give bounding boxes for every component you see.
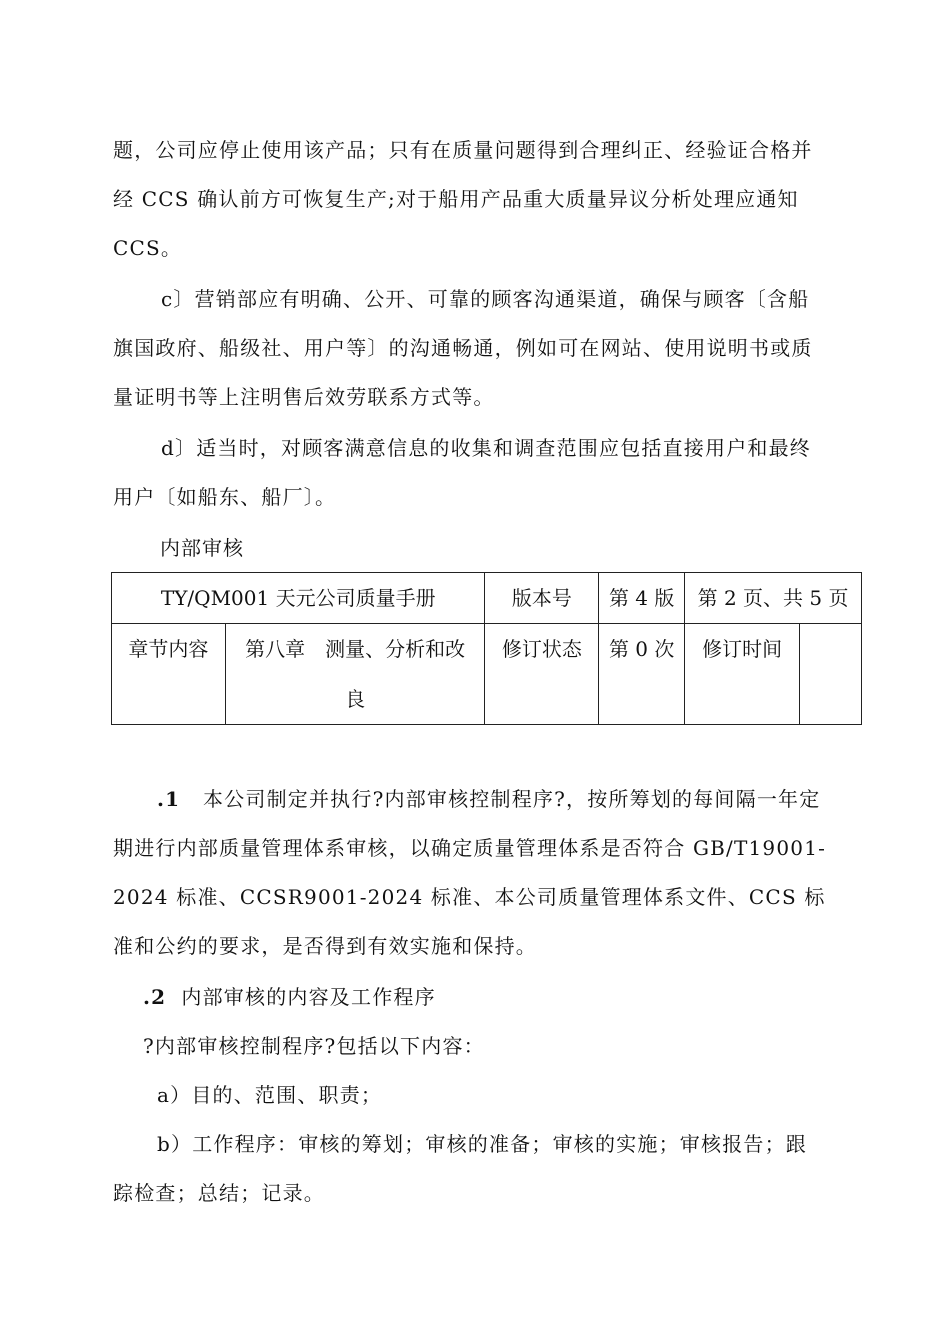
text-span: 本公司制定并执行?内部审核控制程序?，按所筹划的每间隔一年定 [202,787,821,811]
text-line: 踪检查；总结；记录。 [113,1181,325,1205]
page-info-cell: 第 2 页、共 5 页 [685,573,862,624]
section-2-title-line [113,973,863,1022]
revision-time-value-cell [800,624,862,725]
text-line: 量证明书等上注明售后效劳联系方式等。 [113,385,495,409]
section-2 [113,973,863,1218]
text-line [113,775,863,824]
list-item-a: a）目的、范围、职责； [157,1083,383,1107]
version-label-cell: 版本号 [485,573,599,624]
table-row [112,624,862,725]
chapter-value-line: 第八章 测量、分析和改 [245,637,466,661]
paragraph-item-c [113,275,863,422]
chapter-label-cell: 章节内容 [112,624,226,725]
text-line: 准和公约的要求，是否得到有效实施和保持。 [113,934,537,958]
paragraph-continuation [113,126,863,273]
document-header-table [111,572,862,725]
text-line: 题，公司应停止使用该产品；只有在质量问题得到合理纠正、经验证合格并 [113,138,813,162]
section-number: .2 [143,985,167,1009]
text-line: 旗国政府、船级社、用户等〕的沟通畅通，例如可在网站、使用说明书或质 [113,336,813,360]
version-value-cell: 第 4 版 [599,573,685,624]
chapter-value-cell [225,624,485,725]
chapter-value-line: 良 [345,687,366,711]
paragraph-item-d [113,424,863,522]
section-title: 内部审核的内容及工作程序 [181,985,436,1009]
text-line: 2024 标准、CCSR9001-2024 标准、本公司质量管理体系文件、CCS 标 [113,885,826,909]
text-line: 期进行内部质量管理体系审核，以确定质量管理体系是否符合 GB/T19001- [113,836,827,860]
section-1-paragraph [113,775,863,971]
revision-time-label-cell: 修订时间 [685,624,800,725]
text-line: 经 CCS 确认前方可恢复生产;对于船用产品重大质量异议分析处理应通知 [113,187,799,211]
table-row [112,573,862,624]
revision-label-cell: 修订状态 [485,624,599,725]
doc-title-cell: TY/QM001 天元公司质量手册 [112,573,485,624]
text-line: c〕营销部应有明确、公开、可靠的顾客沟通渠道，确保与顾客〔含船 [161,287,810,311]
text-line: CCS。 [113,236,183,260]
section-number: .1 [157,787,181,811]
text-line: d〕适当时，对顾客满意信息的收集和调查范围应包括直接用户和最终 [161,436,812,460]
text-line: ?内部审核控制程序?包括以下内容： [143,1034,485,1058]
revision-value-cell: 第 0 次 [599,624,685,725]
section-heading: 内部审核 [160,536,244,560]
list-item-b: b）工作程序：审核的筹划；审核的准备；审核的实施；审核报告；跟 [157,1132,808,1156]
text-line: 用户〔如船东、船厂〕。 [113,485,337,509]
